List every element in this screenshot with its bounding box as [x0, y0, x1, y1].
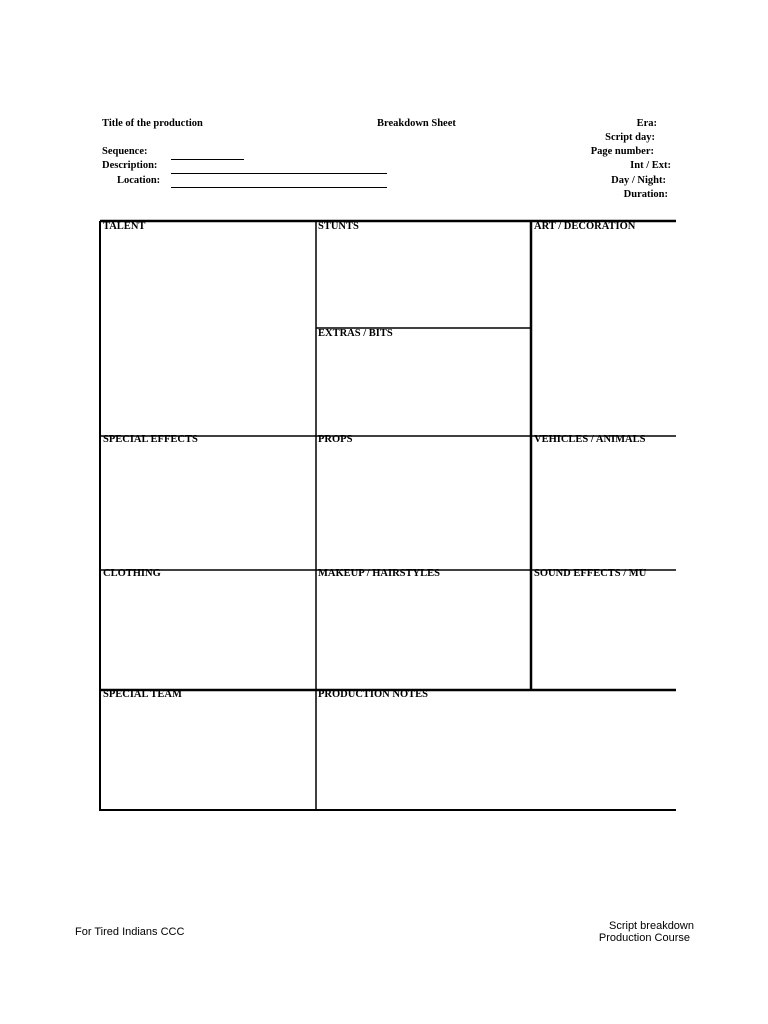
page-number-label: Page number: — [590, 146, 654, 157]
cell-clothing: CLOTHING — [103, 568, 161, 579]
era-label: Era: — [636, 118, 657, 129]
cell-special-team: SPECIAL TEAM — [103, 689, 182, 700]
location-label: Location: — [117, 175, 161, 186]
production-title-label: Title of the production — [102, 118, 203, 129]
duration-label: Duration: — [623, 189, 668, 200]
cell-production-notes: PRODUCTION NOTES — [318, 689, 428, 700]
footer-right-line1: Script breakdown — [609, 920, 694, 932]
day-night-label: Day / Night: — [611, 175, 666, 186]
sequence-label: Sequence: — [102, 146, 148, 157]
cell-stunts: STUNTS — [318, 221, 359, 232]
script-day-label: Script day: — [605, 132, 655, 143]
cell-vehicles-animals: VEHICLES / ANIMALS — [534, 434, 646, 445]
cell-talent: TALENT — [103, 221, 146, 232]
description-label: Description: — [102, 160, 158, 171]
cell-extras-bits: EXTRAS / BITS — [318, 328, 393, 339]
footer-left: For Tired Indians CCC — [75, 926, 185, 938]
cell-sound-effects-music: SOUND EFFECTS / MÚ — [534, 568, 647, 579]
int-ext-label: Int / Ext: — [630, 160, 671, 171]
sequence-field[interactable] — [171, 159, 244, 160]
description-field[interactable] — [171, 173, 387, 174]
cell-makeup-hairstyles: MAKEUP / HAIRSTYLES — [318, 568, 440, 579]
location-field[interactable] — [171, 187, 387, 188]
cell-props: PROPS — [318, 434, 353, 445]
cell-art-decoration: ART / DECORATION — [534, 221, 636, 232]
sheet-title: Breakdown Sheet — [377, 118, 456, 129]
cell-special-effects: SPECIAL EFFECTS — [103, 434, 198, 445]
footer-right-line2: Production Course — [598, 932, 690, 944]
